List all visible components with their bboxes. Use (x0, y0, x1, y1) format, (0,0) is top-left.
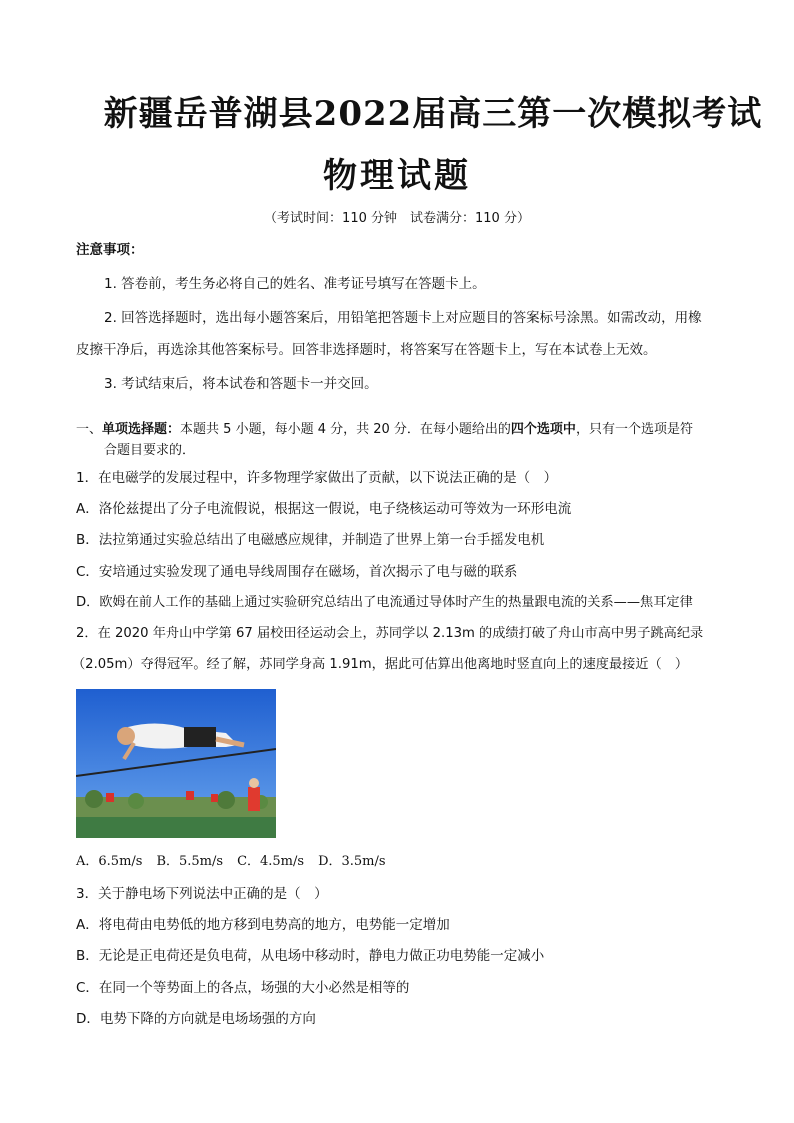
question-1-stem: 1．在电磁学的发展过程中，许多物理学家做出了贡献，以下说法正确的是（ ） (76, 470, 558, 486)
question-1-option-a: A．洛伦兹提出了分子电流假说，根据这一假说，电子绕核运动可等效为一环形电流 (76, 501, 572, 517)
exam-info: （考试时间：110 分钟 试卷满分：110 分） (264, 211, 530, 226)
question-2-option-b: B．5.5m/s (156, 854, 224, 869)
question-1-option-d: D．欧姆在前人工作的基础上通过实验研究总结出了电流通过导体时产生的热量跟电流的关系——焦耳定律 (76, 595, 693, 610)
section-heading (76, 420, 693, 440)
question-2-options (76, 852, 386, 872)
question-1-option-b: B．法拉第通过实验总结出了电磁感应规律，并制造了世界上第一台手摇发电机 (76, 532, 545, 548)
question-2-stem-line2: （2.05m）夺得冠军。经了解，苏同学身高 1.91m，据此可估算出他离地时竖直向上的速度最接近（ ） (72, 657, 689, 672)
section-desc-line2: 合题目要求的． (104, 443, 196, 458)
question-2-option-d: D．3.5m/s (318, 854, 386, 869)
question-2-option-a: A．6.5m/s (76, 854, 143, 869)
notice-item-2: 2. 回答选择题时，选出每小题答案后，用铅笔把答题卡上对应题目的答案标号涂黑。如需改动，用橡 (104, 310, 702, 326)
question-3-option-c: C．在同一个等势面上的各点，场强的大小必然是相等的 (76, 980, 410, 996)
notice-item-2-cont: 皮擦干净后，再选涂其他答案标号。回答非选择题时，将答案写在答题卡上，写在本试卷上无效。 (76, 342, 657, 358)
high-jump-photo (76, 689, 276, 838)
notice-item-3: 3. 考试结束后，将本试卷和答题卡一并交回。 (104, 376, 378, 392)
exam-subject: 物理试题 (323, 156, 471, 196)
section-name: 单项选择题： (102, 422, 181, 437)
section-desc-end: ，只有一个选项是符 (575, 422, 693, 437)
section-prefix: 一、 (76, 422, 103, 437)
question-1-option-c: C．安培通过实验发现了通电导线周围存在磁场，首次揭示了电与磁的联系 (76, 564, 518, 580)
section-desc: 本题共 5 小题，每小题 4 分，共 20 分．在每小题给出的 (180, 422, 511, 437)
notice-heading: 注意事项： (76, 242, 144, 258)
question-2-stem-line1: 2．在 2020 年舟山中学第 67 届校田径运动会上，苏同学以 2.13m 的成绩打破了舟山市高中男子跳高纪录 (76, 626, 704, 641)
question-3-option-a: A．将电荷由电势低的地方移到电势高的地方，电势能一定增加 (76, 917, 450, 933)
notice-item-1: 1. 答卷前，考生务必将自己的姓名、准考证号填写在答题卡上。 (104, 276, 486, 292)
question-2-option-c: C．4.5m/s (237, 854, 305, 869)
question-3-stem: 3．关于静电场下列说法中正确的是（ ） (76, 886, 328, 902)
question-3-option-b: B．无论是正电荷还是负电荷，从电场中移动时，静电力做正功电势能一定减小 (76, 948, 545, 964)
section-desc-emphasis: 四个选项中 (510, 422, 576, 437)
question-3-option-d: D．电势下降的方向就是电场场强的方向 (76, 1011, 316, 1027)
exam-title: 新疆岳普湖县2022届高三第一次模拟考试 (103, 94, 763, 134)
